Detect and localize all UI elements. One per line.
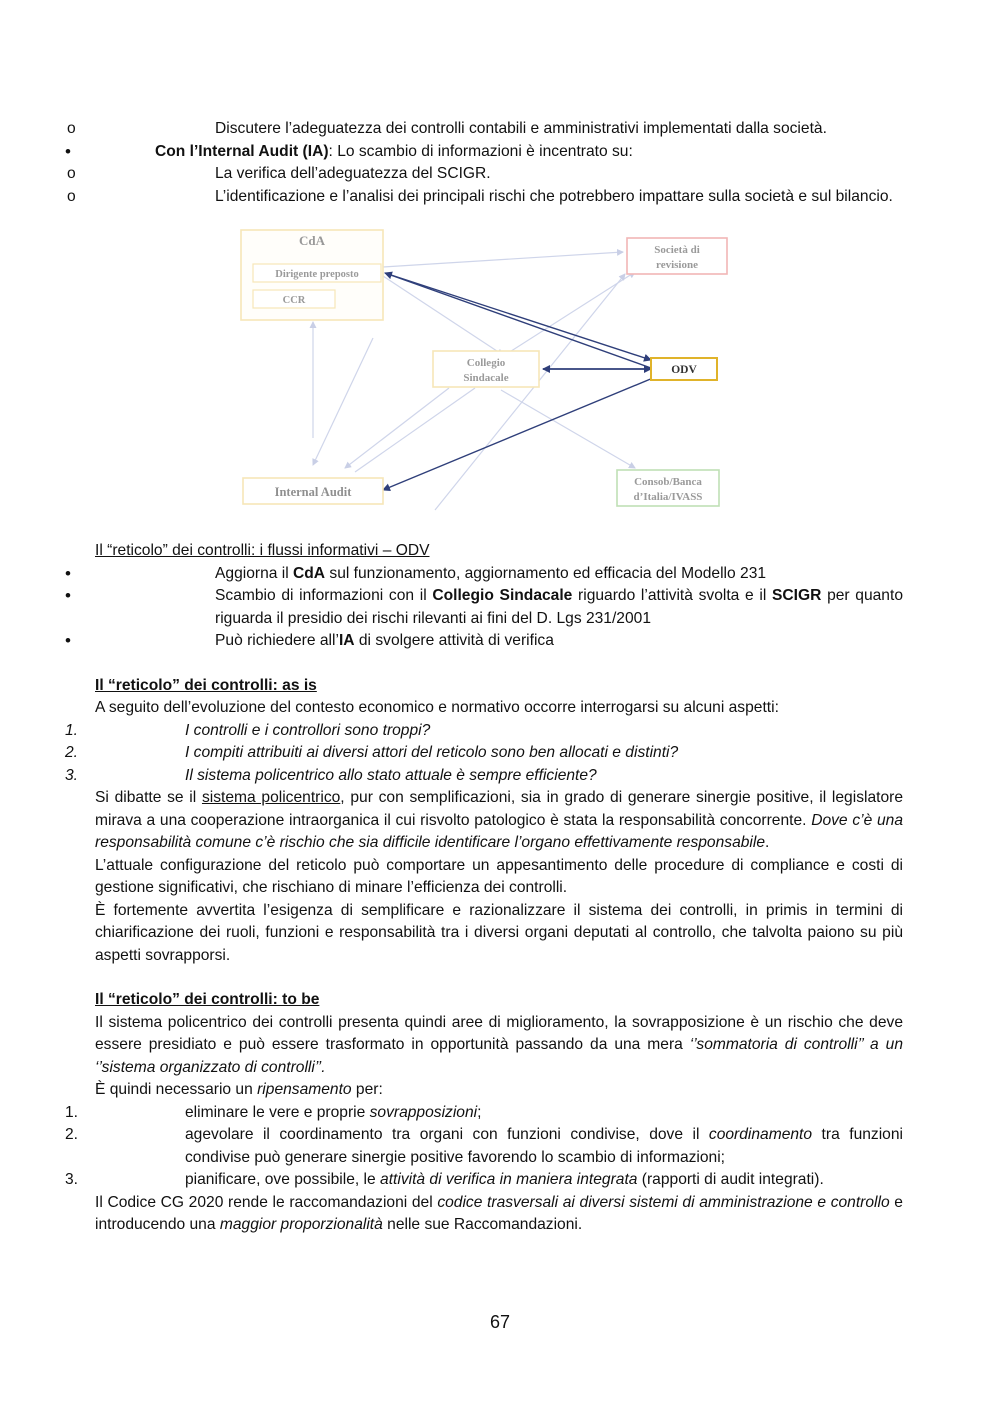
to-be-heading xyxy=(95,989,903,1012)
text: Aggiorna il xyxy=(215,564,294,582)
list-item: 1. I controlli e i controllori sono troppi? xyxy=(65,721,431,739)
as-is-heading-text: Il “reticolo” dei controlli: as is xyxy=(95,676,317,694)
connector-collegio-ia xyxy=(345,388,449,468)
text: sul funzionamento, aggiornamento ed efficacia del Modello 231 xyxy=(325,564,767,582)
text: riguardo l’attività svolta e il xyxy=(572,587,772,604)
list-item xyxy=(95,118,903,141)
as-is-paragraph-2: L’attuale configurazione del reticolo può comportare un appesantimento delle procedure di compliance e costi di gestione significativi, che rischiano di minare l’efficienza dei controlli. xyxy=(95,856,903,896)
bold-text: CdA xyxy=(293,564,326,582)
odv-heading: Il “reticolo” dei controlli: i flussi informativi – ODV xyxy=(95,542,430,559)
text: Può richiedere all’ xyxy=(215,632,339,649)
collegio-label-1: Collegio xyxy=(466,357,506,369)
odv-label: ODV xyxy=(671,364,697,376)
as-is-questions xyxy=(65,720,903,788)
text: , pur con semplificazioni, sia in grado di generare sinergie positive, il legislatore mirava a una cooperazione intraorganica il cui risvolto patologico è stata la responsabilità concorrente. xyxy=(95,789,903,829)
as-is-intro: A seguito dell’evoluzione del contesto economico e normativo occorre interrogarsi su alcuni aspetti: xyxy=(95,699,779,716)
text: (rapporti di audit integrati). xyxy=(637,1171,824,1188)
list-item: 3. pianificare, ove possibile, le attività di verifica in maniera integrata (rapporti di audit integrati). xyxy=(65,1171,824,1188)
list-item-text: La verifica dell’adeguatezza del SCIGR. xyxy=(215,165,491,182)
top-list xyxy=(95,118,903,141)
list-item: 2. I compiti attribuiti ai diversi attori del reticolo sono ben allocati e distinti? xyxy=(65,744,679,761)
page-number: 67 xyxy=(489,1312,511,1332)
italic-text: coordinamento xyxy=(708,1126,813,1143)
list-item-text: L’identificazione e l’analisi dei principali rischi che potrebbero impattare sulla società e sul bilancio. xyxy=(215,187,893,205)
ccr-label: CCR xyxy=(282,295,306,306)
ia-list xyxy=(95,141,903,164)
controls-diagram xyxy=(95,210,903,540)
text: ; xyxy=(477,1103,482,1121)
connector-cda-societa xyxy=(383,252,623,267)
list-item: 3. Il sistema policentrico allo stato attuale è sempre efficiente? xyxy=(65,766,597,784)
consob-label-1: Consob/Banca xyxy=(634,476,702,488)
text: agevolare il coordinamento tra organi con funzioni condivise, dove il xyxy=(185,1126,709,1143)
ia-sublist xyxy=(95,163,903,208)
societa-label-2: revisione xyxy=(656,259,698,271)
question-text: I compiti attribuiti ai diversi attori del reticolo sono ben allocati e distinti? xyxy=(185,744,679,761)
list-item xyxy=(95,563,903,586)
to-be-heading-text: Il “reticolo” dei controlli: to be xyxy=(95,991,320,1008)
list-item xyxy=(95,163,903,186)
bold-text: SCIGR xyxy=(772,587,822,604)
societa-label-1: Società di xyxy=(654,244,700,256)
italic-text: sovrapposizioni xyxy=(369,1103,478,1121)
to-be-paragraph-3 xyxy=(95,1192,903,1237)
list-item xyxy=(95,585,903,630)
ia-label: Con l’Internal Audit (IA) xyxy=(155,142,329,160)
cda-label: CdA xyxy=(298,233,326,248)
as-is-heading xyxy=(95,675,903,698)
text: tra funzioni condivise può generare sinergie positive favorendo lo scambio di informazioni; xyxy=(185,1126,903,1166)
to-be-paragraph-2 xyxy=(95,1079,903,1102)
text: Scambio di informazioni con il xyxy=(215,587,433,604)
text: Il sistema policentrico dei controlli presenta quindi aree di miglioramento, la sovrapposizione è un rischio che deve essere presidiato e può essere trasformato in opportunità passando da una mera xyxy=(95,1013,903,1053)
text: eliminare le vere e proprie xyxy=(185,1103,370,1121)
text: di svolgere attività di verifica xyxy=(354,632,554,649)
list-item: 2. agevolare il coordinamento tra organi con funzioni condivise, dove il coordinamento tra funzioni condivise può generare sinergie positive favorendo lo scambio di informazioni; xyxy=(65,1126,903,1166)
italic-text: codice trasversali ai diversi sistemi di amministrazione e controllo xyxy=(437,1193,890,1211)
italic-text: ‘’sommatoria di controlli’’ a un ‘’sistema organizzato di controlli’’. xyxy=(95,1036,903,1076)
text: nelle sue Raccomandazioni. xyxy=(382,1216,583,1233)
connector-cda-ia xyxy=(313,338,373,465)
arrow-odv-ia xyxy=(383,378,653,490)
text: Il Codice CG 2020 rende le raccomandazioni del xyxy=(95,1193,438,1211)
to-be-paragraph-1 xyxy=(95,1012,903,1080)
as-is-paragraph-3: È fortemente avvertita l’esigenza di semplificare e razionalizzare il sistema dei controlli, in primis in termini di chiarificazione dei ruoli, funzioni e responsabilità tra i diversi organi deputati al controllo, che talvolta paiono su più aspetti sovrapporsi. xyxy=(95,901,903,964)
list-item xyxy=(95,630,903,653)
odv-list xyxy=(95,563,903,653)
bold-text: Collegio Sindacale xyxy=(432,587,573,604)
question-text: Il sistema policentrico allo stato attuale è sempre efficiente? xyxy=(185,766,597,784)
text: per quanto riguarda il presidio dei rischi rilevanti ai fini del D. Lgs 231/2001 xyxy=(215,587,903,627)
collegio-label-2: Sindacale xyxy=(463,372,509,384)
internal-audit-label: Internal Audit xyxy=(274,485,352,499)
document-page xyxy=(65,118,903,1237)
text: per: xyxy=(351,1081,383,1098)
text: e introducendo una xyxy=(95,1193,903,1233)
consob-label-2: d’Italia/IVASS xyxy=(633,491,703,503)
to-be-list xyxy=(65,1102,903,1192)
list-item-text: Discutere l’adeguatezza dei controlli contabili e amministrativi implementati dalla società. xyxy=(215,120,827,137)
diagram-svg xyxy=(95,210,903,540)
as-is-paragraph-1 xyxy=(95,787,903,855)
list-item xyxy=(95,186,903,209)
dirigente-label: Dirigente preposto xyxy=(275,269,359,280)
text: . xyxy=(765,834,770,851)
list-item: 1. eliminare le vere e proprie sovrapposizioni; xyxy=(65,1103,482,1121)
italic-text: maggior proporzionalità xyxy=(219,1216,383,1233)
connector-ia-societa xyxy=(435,274,625,510)
text: pianificare, ove possibile, le xyxy=(185,1171,381,1188)
ia-text: : Lo scambio di informazioni è incentrato su: xyxy=(328,142,633,160)
italic-text: attività di verifica in maniera integrata xyxy=(380,1171,638,1188)
bold-text: IA xyxy=(338,632,355,649)
text: Si dibatte se il xyxy=(95,789,202,806)
italic-text: ripensamento xyxy=(257,1081,352,1098)
list-item-ia xyxy=(95,141,903,164)
connector-collegio-consob xyxy=(501,390,635,468)
italic-text: Dove c’è una responsabilità comune c’è rischio che sia difficile identificare l’organo effettivamente responsabile xyxy=(95,811,903,851)
question-text: I controlli e i controllori sono troppi? xyxy=(185,721,431,739)
connector-cda-collegio xyxy=(383,276,503,355)
underlined-text: sistema policentrico xyxy=(201,789,341,806)
text: È quindi necessario un xyxy=(95,1081,258,1098)
